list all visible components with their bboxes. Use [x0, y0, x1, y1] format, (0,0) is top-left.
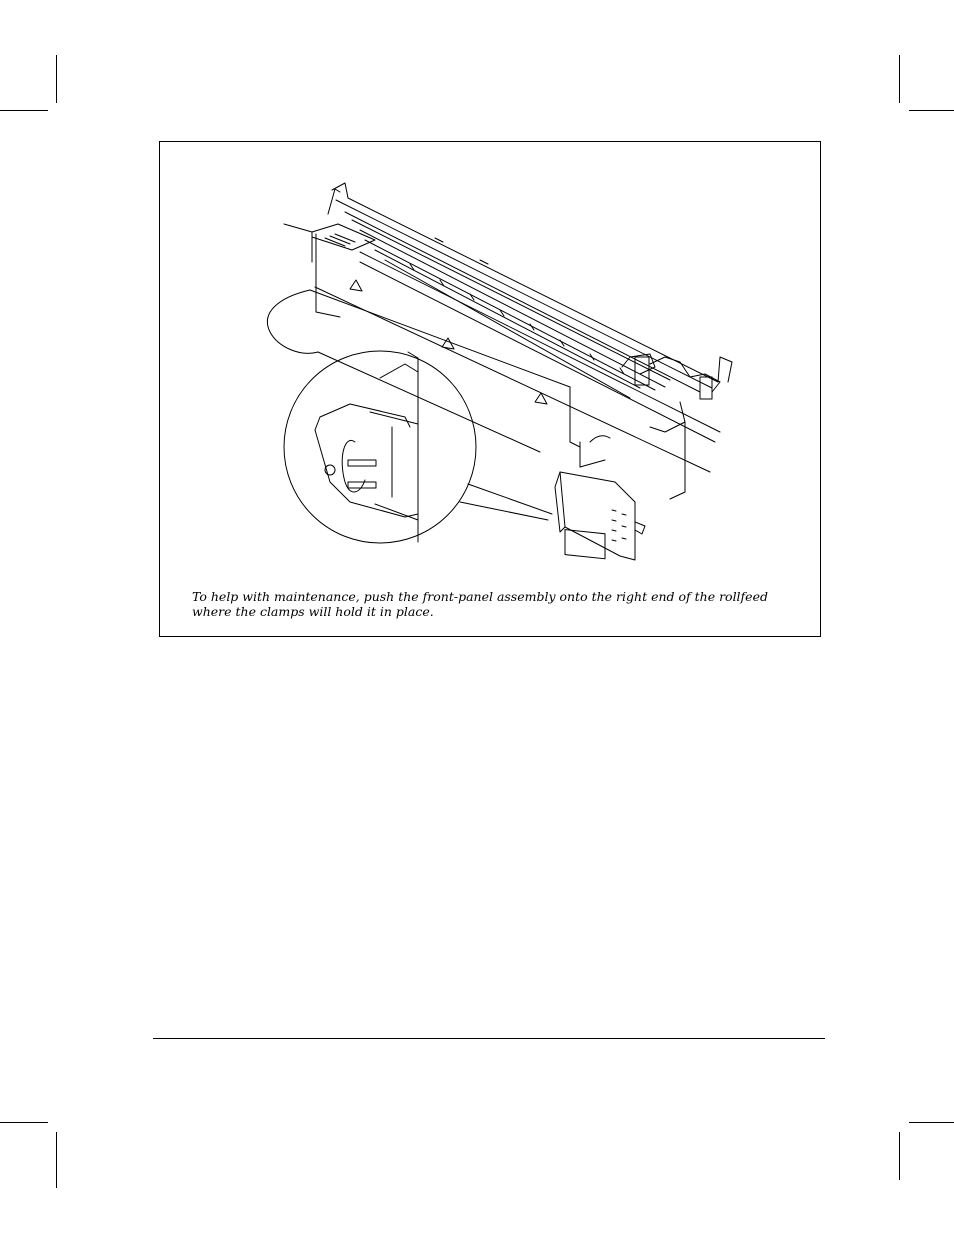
figure-frame [159, 141, 821, 637]
crop-mark-top-right-horizontal [909, 110, 954, 111]
crop-mark-bottom-right-vertical [899, 1132, 900, 1180]
footer-rule [153, 1038, 825, 1039]
crop-mark-bottom-left-horizontal [0, 1122, 48, 1123]
crop-mark-top-left-horizontal [0, 110, 48, 111]
crop-mark-bottom-right-horizontal [909, 1122, 954, 1123]
crop-mark-bottom-left-vertical [56, 1132, 57, 1188]
crop-mark-top-right-vertical [899, 55, 900, 103]
crop-mark-top-left-vertical [56, 55, 57, 103]
figure-caption: To help with maintenance, push the front-panel assembly onto the right end of the rollfeed where the clamps will hold it in place. [192, 589, 768, 619]
rollfeed-front-panel-illustration [160, 142, 822, 582]
